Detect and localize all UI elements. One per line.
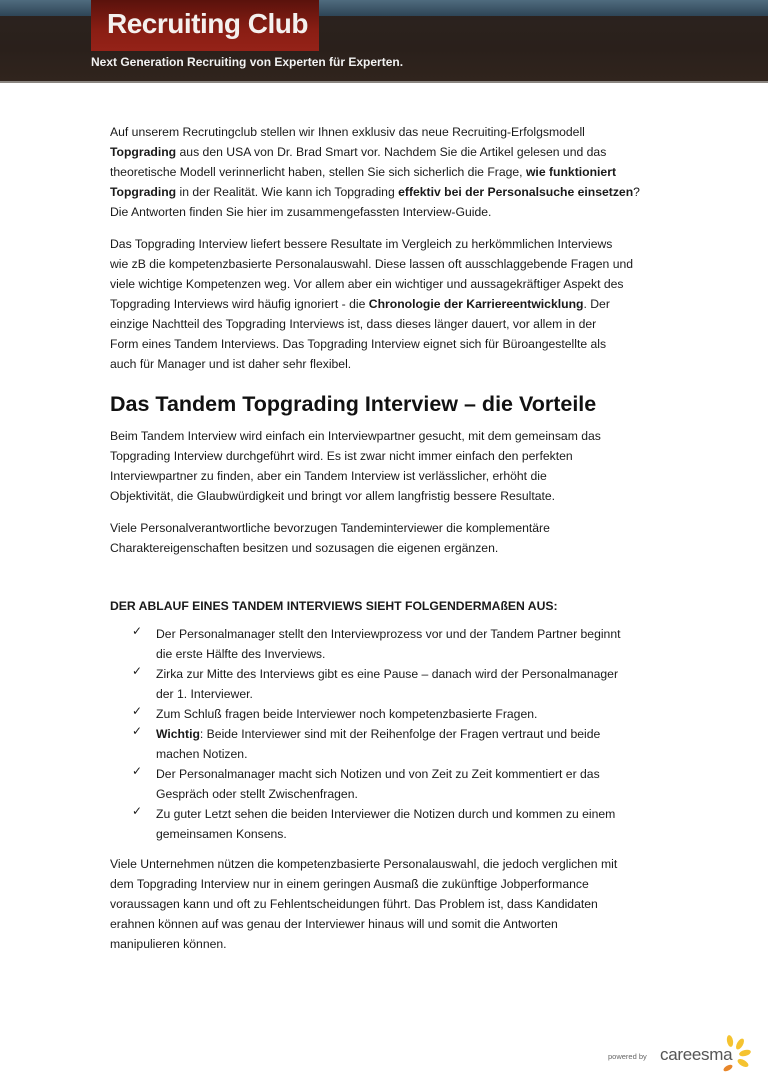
text-run: Charaktereigenschaften besitzen und sozusagen die eigenen ergänzen. <box>110 541 499 555</box>
text-run: Der Personalmanager stellt den Interviewprozess vor und der Tandem Partner beginnt <box>156 627 621 641</box>
text-line <box>156 824 670 844</box>
paragraph <box>110 122 670 222</box>
text-run: machen Notizen. <box>156 747 248 761</box>
paragraph <box>110 518 670 558</box>
list-item <box>110 764 670 804</box>
list-heading: DER ABLAUF EINES TANDEM INTERVIEWS SIEHT FOLGENDERMAßEN AUS: <box>110 599 558 613</box>
bold-text: Wichtig <box>156 727 200 741</box>
site-header <box>0 0 768 83</box>
closing-section <box>110 854 670 954</box>
text-run: Interviewpartner zu finden, aber ein Tandem Interview ist verlässlicher, erhöht die <box>110 469 547 483</box>
tandem-section <box>110 426 670 558</box>
careesma-footer-logo <box>606 1040 756 1080</box>
text-line <box>110 334 670 354</box>
text-run: aus den USA von Dr. Brad Smart vor. Nachdem Sie die Artikel gelesen und das <box>176 145 607 159</box>
text-line <box>156 764 670 784</box>
bold-text: wie funktioniert <box>525 165 617 179</box>
checkmark-icon: ✓ <box>132 804 143 818</box>
text-run: Die Antworten finden Sie hier im zusammengefassten Interview-Guide. <box>110 205 492 219</box>
list-item <box>110 724 670 764</box>
text-run: erahnen können auf was genau der Interviewer hinaus will und somit die Antworten <box>110 917 558 931</box>
list-item <box>110 804 670 844</box>
text-run: . Der <box>583 297 610 311</box>
text-run: einzige Nachtteil des Topgrading Interviews ist, dass dieses länger dauert, vor allem in der <box>110 317 597 331</box>
intro-section <box>110 122 670 374</box>
text-line <box>110 894 670 914</box>
text-line <box>110 518 670 538</box>
text-run: Auf unserem Recrutingclub stellen wir Ihnen exklusiv das neue Recruiting-Erfolgsmodell <box>110 125 585 139</box>
text-line <box>110 354 670 374</box>
text-line <box>110 538 670 558</box>
checkmark-icon: ✓ <box>132 664 143 678</box>
paragraph <box>110 234 670 374</box>
text-line <box>110 914 670 934</box>
text-run: Zu guter Letzt sehen die beiden Interviewer die Notizen durch und kommen zu einem <box>156 807 616 821</box>
text-line <box>110 446 670 466</box>
text-line <box>156 784 670 804</box>
text-line <box>156 644 670 664</box>
text-run: dem Topgrading Interview nur in einem geringen Ausmaß die zukünftige Jobperformance <box>110 877 589 891</box>
text-run: : Beide Interviewer sind mit der Reihenfolge der Fragen vertraut und beide <box>199 727 601 741</box>
text-run: gemeinsamen Konsens. <box>156 827 287 841</box>
text-run: in der Realität. Wie kann ich Topgrading <box>176 185 399 199</box>
logo-text: Recruiting Club <box>107 8 308 39</box>
text-line <box>110 122 670 142</box>
text-line <box>110 854 670 874</box>
text-run: Objektivität, die Glaubwürdigkeit und bringt vor allem langfristig bessere Resultate. <box>110 489 556 503</box>
bold-text: Chronologie der Karriereentwicklung <box>368 297 584 311</box>
text-line <box>110 234 670 254</box>
checkmark-icon: ✓ <box>132 764 143 778</box>
text-line <box>110 142 670 162</box>
powered-by-text: powered by <box>608 1052 647 1061</box>
list-item <box>110 664 670 704</box>
careesma-sun-icon <box>716 1035 752 1075</box>
text-run: Beim Tandem Interview wird einfach ein Interviewpartner gesucht, mit dem gemeinsam das <box>110 429 601 443</box>
text-run: die erste Hälfte des Inverviews. <box>156 647 326 661</box>
bold-text: effektiv bei der Personalsuche einsetzen <box>398 185 634 199</box>
text-run: voraussagen kann und oft zu Fehlentscheidungen führt. Das Problem ist, dass Kandidaten <box>110 897 598 911</box>
text-line <box>156 684 670 704</box>
text-run: viele wichtige Kompetenzen weg. Vor allem aber ein wichtiger und aussagekräftiger Aspekt des <box>110 277 624 291</box>
text-line <box>110 254 670 274</box>
text-run: Das Topgrading Interview liefert bessere Resultate im Vergleich zu herkömmlichen Interviews <box>110 237 613 251</box>
document-body <box>110 122 670 966</box>
text-line <box>156 804 670 824</box>
text-run: ? <box>633 185 640 199</box>
text-run: Viele Personalverantwortliche bevorzugen Tandeminterviewer die komplementäre <box>110 521 550 535</box>
text-run: Topgrading Interviews wird häufig ignoriert - die <box>110 297 369 311</box>
recruiting-club-logo[interactable] <box>91 0 319 51</box>
text-line <box>110 314 670 334</box>
text-run: Form eines Tandem Interviews. Das Topgrading Interview eignet sich für Büroangestellte als <box>110 337 607 351</box>
checkmark-icon: ✓ <box>132 704 143 718</box>
text-line <box>110 182 670 202</box>
text-run: auch für Manager und ist daher sehr flexibel. <box>110 357 352 371</box>
list-item <box>110 704 670 724</box>
text-line <box>156 664 670 684</box>
text-line <box>110 274 670 294</box>
text-line <box>110 486 670 506</box>
text-run: theoretische Modell verinnerlicht haben, stellen Sie sich sicherlich die Frage, <box>110 165 526 179</box>
paragraph <box>110 854 670 954</box>
text-line <box>110 162 670 182</box>
text-run: der 1. Interviewer. <box>156 687 253 701</box>
bold-text: Topgrading <box>110 145 177 159</box>
checklist <box>110 624 670 844</box>
text-line <box>156 744 670 764</box>
text-line <box>110 426 670 446</box>
text-run: Topgrading Interview durchgeführt wird. Es ist zwar nicht immer einfach den perfekten <box>110 449 573 463</box>
list-item <box>110 624 670 664</box>
text-run: wie zB die kompetenzbasierte Personalauswahl. Diese lassen oft ausschlaggebende Fragen und <box>110 257 634 271</box>
text-line <box>156 624 670 644</box>
text-run: Zum Schluß fragen beide Interviewer noch kompetenzbasierte Fragen. <box>156 707 538 721</box>
text-line <box>110 466 670 486</box>
text-line <box>110 874 670 894</box>
bold-text: Topgrading <box>110 185 177 199</box>
tagline: Next Generation Recruiting von Experten für Experten. <box>91 55 404 69</box>
text-line <box>110 202 670 222</box>
checkmark-icon: ✓ <box>132 624 143 638</box>
text-run: manipulieren können. <box>110 937 227 951</box>
text-run: Viele Unternehmen nützen die kompetenzbasierte Personalauswahl, die jedoch verglichen mit <box>110 857 618 871</box>
paragraph <box>110 426 670 506</box>
section-heading: Das Tandem Topgrading Interview – die Vorteile <box>110 392 597 416</box>
text-line <box>156 724 670 744</box>
text-line <box>110 294 670 314</box>
text-run: Gespräch oder stellt Zwischenfragen. <box>156 787 358 801</box>
careesma-brand: careesma <box>660 1045 733 1064</box>
text-run: Zirka zur Mitte des Interviews gibt es eine Pause – danach wird der Personalmanager <box>156 667 619 681</box>
text-line <box>156 704 670 724</box>
text-run: Der Personalmanager macht sich Notizen und von Zeit zu Zeit kommentiert er das <box>156 767 600 781</box>
text-line <box>110 934 670 954</box>
checkmark-icon: ✓ <box>132 724 143 738</box>
